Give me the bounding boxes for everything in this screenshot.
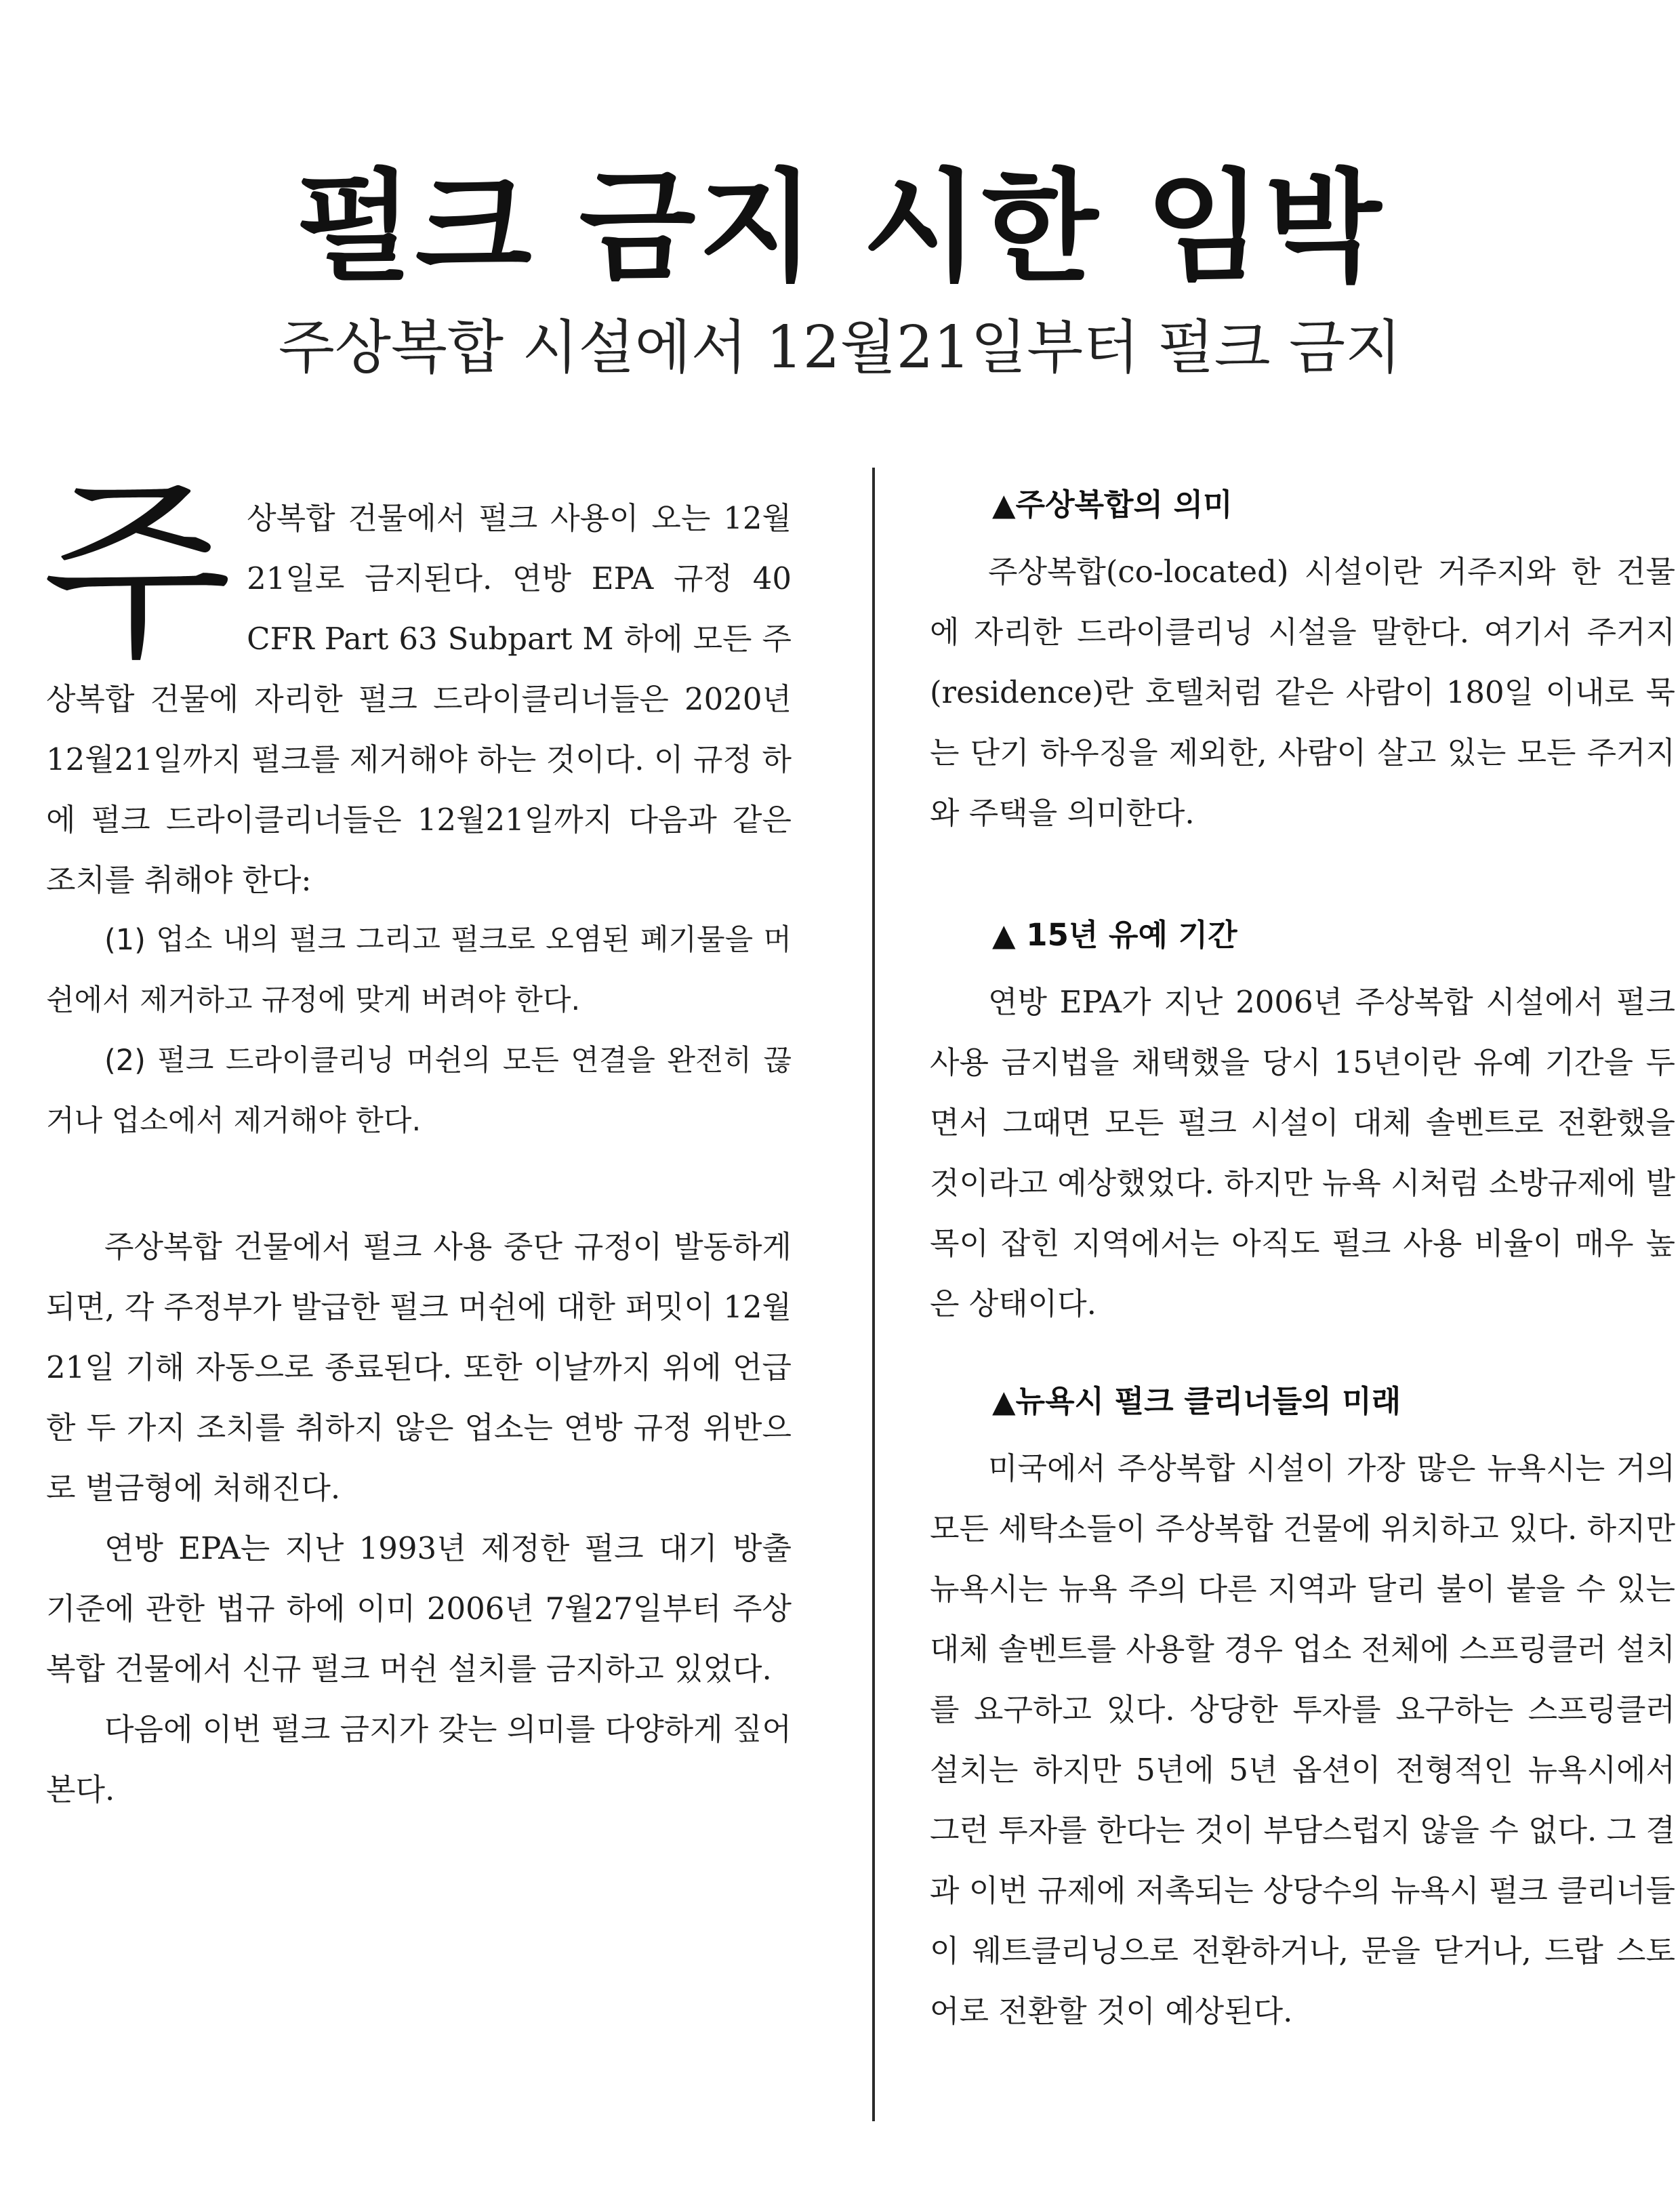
list-item-2: (2) 펄크 드라이클리닝 머쉰의 모든 연결을 완전히 끊거나 업소에서 제거해야 한다. — [46, 1044, 792, 1138]
body-paragraph-3: 다음에 이번 펄크 금지가 갖는 의미를 다양하게 짚어본다. — [46, 1711, 792, 1807]
intro-paragraph — [42, 458, 792, 910]
article-subtitle: 주상복합 시설에서 12월21일부터 펄크 금지 — [278, 314, 1402, 382]
section-heading-3: ▲뉴욕시 펄크 클리너들의 미래 — [992, 1383, 1401, 1419]
section-heading-1: ▲주상복합의 의미 — [992, 487, 1233, 523]
intro-text: 상복합 건물에서 펄크 사용이 오는 12월 21일로 금지된다. 연방 EPA 규정 40 CFR Part 63 Subpart M 하에 모든 주상복합 건물에 자리한 펄크 드라이클리너들은 2020년 12월21일까지 펄크를 제거해야 하는 것이다. 이 규정 하에 펄크 드라이클리너들은 12월21일까지 다음과 같은 조치를 취해야 한다: — [46, 500, 792, 898]
right-column — [930, 478, 1675, 2041]
article-title: 펄크 금지 시한 임박 — [295, 157, 1385, 298]
column-divider — [872, 468, 875, 2121]
spacer — [930, 1334, 1675, 1374]
left-column — [42, 458, 792, 1820]
body-paragraph-2: 연방 EPA는 지난 1993년 제정한 펄크 대기 방출 기준에 관한 법규 하에 이미 2006년 7월27일부터 주상 복합 건물에서 신규 펄크 머쉰 설치를 금지하고 있었다. — [46, 1530, 792, 1687]
section-heading-2: ▲ 15년 유예 기간 — [992, 917, 1237, 953]
spacer — [930, 843, 1675, 908]
section-body-2: 연방 EPA가 지난 2006년 주상복합 시설에서 펄크 사용 금지법을 채택했을 당시 15년이란 유예 기간을 두면서 그때면 모든 펄크 시설이 대체 솔벤트로 전환했을 것이라고 예상했었다. 하지만 뉴욕 시처럼 소방규제에 발목이 잡힌 지역에서는 아직도 펄크 사용 비율이 매우 높은 상태이다. — [930, 984, 1675, 1322]
body-paragraph-1: 주상복합 건물에서 펄크 사용 중단 규정이 발동하게 되면, 각 주정부가 발급한 펄크 머쉰에 대한 퍼밋이 12월 21일 기해 자동으로 종료된다. 또한 이날까지 위에 언급한 두 가지 조치를 취하지 않은 업소는 연방 규정 위반으로 벌금형에 처해진다. — [46, 1229, 792, 1506]
section-body-3: 미국에서 주상복합 시설이 가장 많은 뉴욕시는 거의 모든 세탁소들이 주상복합 건물에 위치하고 있다. 하지만 뉴욕시는 뉴욕 주의 다른 지역과 달리 불이 붙을 수 있는 대체 솔벤트를 사용할 경우 업소 전체에 스프링클러 설치를 요구하고 있다. 상당한 투자를 요구하는 스프링클러 설치는 하지만 5년에 5년 옵션이 전형적인 뉴욕시에서 그런 투자를 한다는 것이 부담스럽지 않을 수 없다. 그 결과 이번 규제에 저촉되는 상당수의 뉴욕시 펄크 클리너들이 웨트클리닝으로 전환하거나, 문을 닫거나, 드랍 스토어로 전환할 것이 예상된다. — [930, 1450, 1675, 2029]
list-item-1: (1) 업소 내의 펄크 그리고 펄크로 오염된 폐기물을 머쉰에서 제거하고 규정에 맞게 버려야 한다. — [46, 923, 792, 1017]
section-body-1: 주상복합(co-located) 시설이란 거주지와 한 건물에 자리한 드라이클리닝 시설을 말한다. 여기서 주거지(residence)란 호텔처럼 같은 사람이 180일 이내로 묵는 단기 하우징을 제외한, 사람이 살고 있는 모든 주거지와 주택을 의미한다. — [930, 554, 1675, 831]
drop-cap: 주 — [42, 458, 232, 687]
spacer — [46, 1151, 792, 1216]
